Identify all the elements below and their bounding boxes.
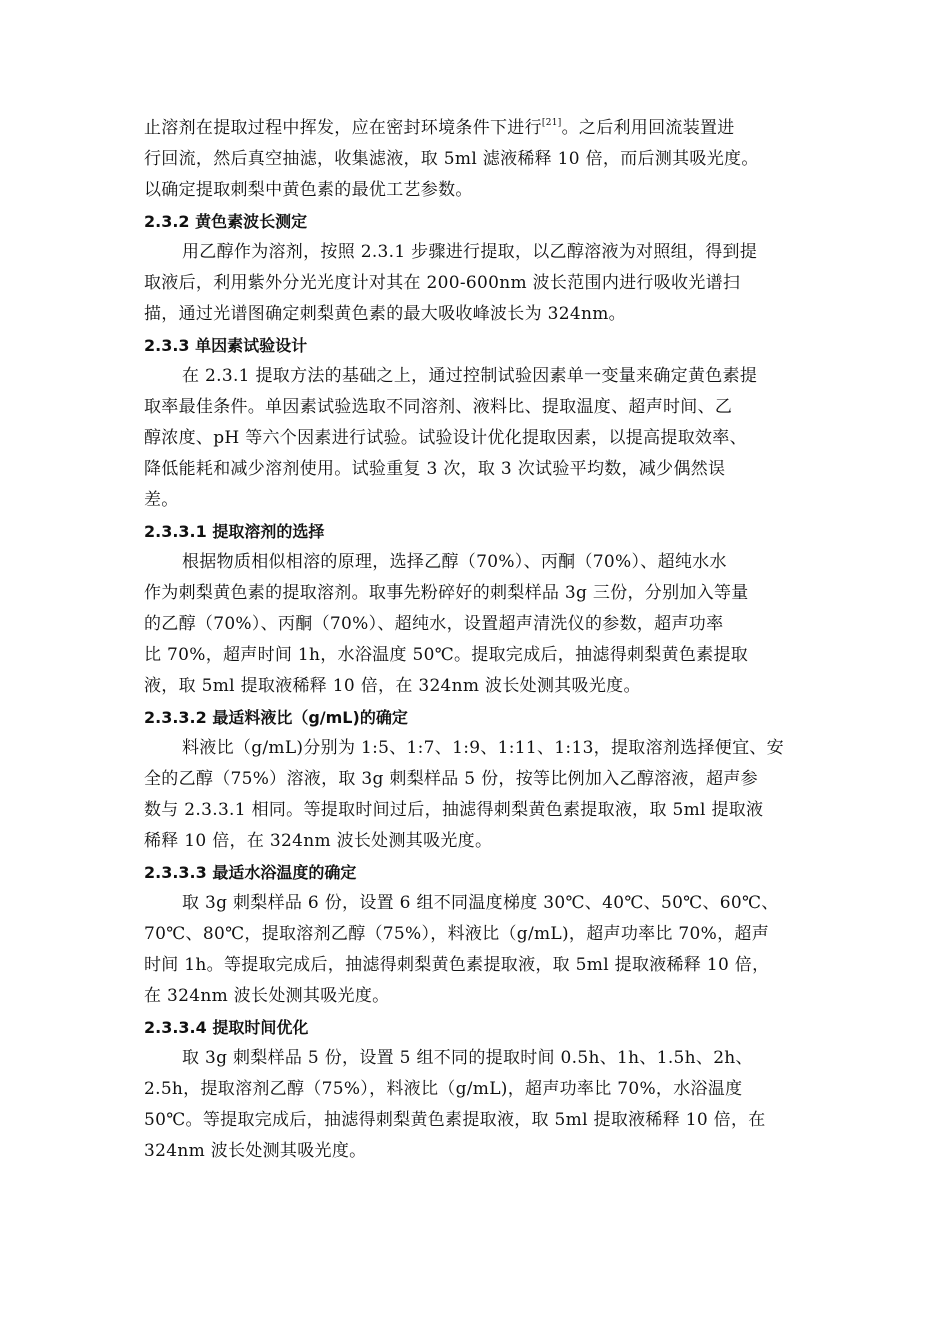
text-line: 料液比（g/mL)分别为 1:5、1:7、1:9、1:11、1:13，提取溶剂选择便宜、安 [182,738,784,758]
text-line [144,113,806,144]
text-line: 比 70%，超声时间 1h，水浴温度 50℃。提取完成后，抽滤得刺梨黄色素提取 [144,645,749,665]
text-line: 液，取 5ml 提取液稀释 10 倍，在 324nm 波长处测其吸光度。 [144,676,641,696]
text-line: 降低能耗和减少溶剂使用。试验重复 3 次，取 3 次试验平均数，减少偶然误 [144,459,726,479]
text-line: 数与 2.3.3.1 相同。等提取时间过后，抽滤得刺梨黄色素提取液，取 5ml 提取液 [144,800,764,820]
section-paragraph [144,361,806,516]
text-line: 差。 [144,490,179,510]
text-line: 在 2.3.1 提取方法的基础之上，通过控制试验因素单一变量来确定黄色素提 [182,366,758,386]
text-line: 在 324nm 波长处测其吸光度。 [144,986,390,1006]
text-line: 70℃、80℃，提取溶剂乙醇（75%），料液比（g/mL)，超声功率比 70%，超声 [144,924,770,944]
text-line: 2.5h，提取溶剂乙醇（75%），料液比（g/mL)，超声功率比 70%，水浴温度 [144,1079,743,1099]
section-heading: 2.3.3 单因素试验设计 [144,336,308,355]
text-line: 作为刺梨黄色素的提取溶剂。取事先粉碎好的刺梨样品 3g 三份，分别加入等量 [144,583,749,603]
text-span: 。之后利用回流装置进 [561,118,735,138]
text-line: 时间 1h。等提取完成后，抽滤得刺梨黄色素提取液，取 5ml 提取液稀释 10 倍， [144,955,770,975]
subsection-heading: 2.3.3.4 提取时间优化 [144,1018,309,1037]
text-line: 用乙醇作为溶剂，按照 2.3.1 步骤进行提取，以乙醇溶液为对照组，得到提 [182,242,758,262]
section-paragraph [144,547,806,702]
text-line: 的乙醇（70%）、丙酮（70%）、超纯水，设置超声清洗仪的参数，超声功率 [144,614,724,634]
text-line: 稀释 10 倍，在 324nm 波长处测其吸光度。 [144,831,493,851]
section-paragraph [144,888,806,1012]
citation-marker: [21] [541,118,562,128]
text-line: 取率最佳条件。单因素试验选取不同溶剂、液料比、提取温度、超声时间、乙 [144,397,733,417]
subsection-heading: 2.3.3.1 提取溶剂的选择 [144,522,325,541]
text-line: 取 3g 刺梨样品 6 份，设置 6 组不同温度梯度 30℃、40℃、50℃、60℃、 [182,893,779,913]
subsection-heading: 2.3.3.2 最适料液比（g/mL)的确定 [144,708,408,727]
text-line: 取 3g 刺梨样品 5 份，设置 5 组不同的提取时间 0.5h、1h、1.5h、2h、 [182,1048,753,1068]
text-line: 行回流，然后真空抽滤，收集滤液，取 5ml 滤液稀释 10 倍，而后测其吸光度。 [144,149,759,169]
section-heading: 2.3.2 黄色素波长测定 [144,212,308,231]
text-line: 50℃。等提取完成后，抽滤得刺梨黄色素提取液，取 5ml 提取液稀释 10 倍，在 [144,1110,766,1130]
page-body [144,113,806,1167]
text-line: 描，通过光谱图确定刺梨黄色素的最大吸收峰波长为 324nm。 [144,304,626,324]
text-line: 324nm 波长处测其吸光度。 [144,1141,367,1161]
section-paragraph [144,1043,806,1167]
section-paragraph [144,237,806,330]
section-paragraph [144,733,806,857]
text-line: 取液后，利用紫外分光光度计对其在 200-600nm 波长范围内进行吸收光谱扫 [144,273,741,293]
text-span: 止溶剂在提取过程中挥发，应在密封环境条件下进行 [144,118,542,138]
subsection-heading: 2.3.3.3 最适水浴温度的确定 [144,863,357,882]
text-line: 全的乙醇（75%）溶液，取 3g 刺梨样品 5 份，按等比例加入乙醇溶液，超声参 [144,769,758,789]
text-line: 根据物质相似相溶的原理，选择乙醇（70%）、丙酮（70%）、超纯水水 [182,552,727,572]
text-line: 以确定提取刺梨中黄色素的最优工艺参数。 [144,180,473,200]
intro-paragraph [144,113,806,206]
text-line: 醇浓度、pH 等六个因素进行试验。试验设计优化提取因素，以提高提取效率、 [144,428,747,448]
